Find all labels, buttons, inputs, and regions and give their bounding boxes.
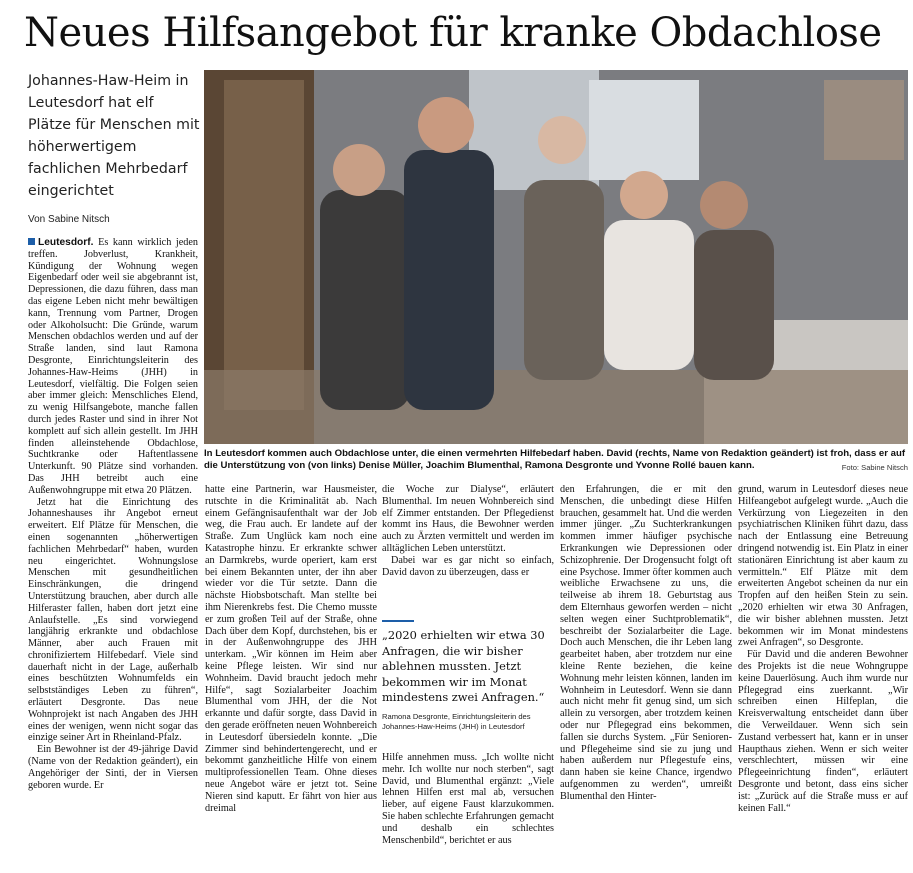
paragraph: Jetzt hat die Einrichtung des Johanneshauses ihr Angebot erneut erweitert. Elf Plätze für Menschen, die einen sogenannten „höherwertigen fachlichen Mehrbedarf“ haben, wurden neu eingerichtet. Wohnungslose Menschen mit gesundheitlichen Einschränkungen, die dringend Unterstützung brauchen, aber durch alle Hilferaster fallen, haben dort jetzt eine Anlaufstelle. „Es sind vorwiegend langjährig erkrankte und obdachlose Männer, aber auch Frauen mit chronifiziertem Hilfebedarf. Viele sind dauerhaft nicht in der Lage, außerhalb eines beschützten Wohnumfelds ein selbstständiges Leben zu führen“, erläutert Desgronte. Das neue Wohnprojekt ist nach Angaben des JHH eines der wenigen, wenn nicht sogar das einzige seiner Art in Rheinland-Pfalz. <box>28 496 198 744</box>
article-lead: Johannes-Haw-Heim in Leutesdorf hat elf Plätze für Menschen mit höherwertigem fachlichen Mehrbedarf eingerichtet <box>28 73 200 199</box>
article-photo <box>204 70 908 444</box>
text-column-1 <box>28 237 198 869</box>
quote-accent-bar <box>382 620 414 622</box>
caption-text: In Leutesdorf kommen auch Obdachlose unter, die einen vermehrten Hilfebedarf haben. David (rechts, Name von Redaktion geändert) ist froh, dass er auf die Unterstützung von (von links) Denise Müller, Joachim Blumenthal, Ramona Desgronte und Yvonne Rollé bauen kann. <box>204 448 906 471</box>
byline: Von Sabine Nitsch <box>28 214 110 225</box>
paragraph: den Erfahrungen, die er mit den Menschen, die unbedingt diese Hilfen brauchen, gesammelt hat. Und die werden immer jünger. „Zu Suchterkrankungen kommen immer häufiger psychische Erkrankungen wie Depressionen oder Schizophrenie. Der Drogensucht folgt oft eine Psychose. Immer öfter kommen auch weibliche Erwachsene zu uns, die teilweise ab ihrem 18. Geburtstag aus dem Elternhaus geworfen werden – nicht selten wegen einer Suchtproblematik“, beschreibt der Sozialarbeiter die Lage. Doch auch Menschen, die ihr Leben lang gearbeitet haben, aber trotzdem nur eine kleine Rente beziehen, die keine Wohnung mehr leisten können, landen im Wohnheim in Leutesdorf. Wenn sie dann auch nicht mehr fit genug sind, um sich allein zu versorgen, aber trotzdem keinen oder nur Pflegegrad eins bekommen, fallen sie durchs System. „Für Senioren- und Pflegeheime sind sie zu jung und haben außerdem nur Pflegestufe eins, dann haben sie keine Chance, irgendwo aufgenommen zu werden“, umreißt Blumenthal den Hinter- <box>560 484 732 802</box>
section-marker-icon <box>28 238 35 245</box>
paragraph: Hilfe annehmen muss. „Ich wollte nicht mehr. Ich wollte nur noch sterben“, sagt David, und Blumenthal ergänzt: „Viele lehnen Hilfen erst mal ab, versuchen lieber, auf eigene Faust klarzukommen. Sie haben schlechte Erfahrungen gemacht und deshalb ein schlechtes Menschenbild“, berichtet er aus <box>382 752 554 846</box>
paragraph: hatte eine Partnerin, war Hausmeister, rutschte in die Kriminalität ab. Nach einem Gefängnisaufenthalt war der Job weg, die Frau auch. Er landete auf der Straße. Zum Unglück kam noch eine Katastrophe hinzu. Er erkrankte schwer an Darmkrebs, wurde operiert, kam erst bei einem Bekannten unter, der ihn aber wieder vor die Tür setzte. Dann die nächste Hiobsbotschaft. Man stellte bei ihm Nierenkrebs fest. Die Chemo musste er zum großen Teil auf der Straße, ohne Dach über dem Kopf, durchstehen, bis er in der Außenwohngruppe des JHH unterkam. „Wir können im Heim aber keine Pflege leisten. Wir sind nur Wohnheim. David braucht jedoch mehr Hilfe“, sagt Sozialarbeiter Joachim Blumenthal vom JHH, der die Not erkannte und dafür sorgte, dass David in den gerade eröffneten neuen Wohnbereich in Leutesdorf übersiedeln konnte. „Die Zimmer sind behindertengerecht, und er bekommt ganzheitliche Hilfe von einem multiprofessionellen Team. Ohne dieses neue Angebot wäre er jetzt tot. Seine Nieren sind kaputt. Er fährt von hier aus dreimal <box>205 484 377 814</box>
paragraph: Dabei war es gar nicht so einfach, David davon zu überzeugen, dass er <box>382 554 554 578</box>
text-column-4 <box>560 484 732 869</box>
text-column-5 <box>738 484 908 869</box>
text-column-3 <box>382 484 554 604</box>
group-photo-illustration <box>204 70 908 444</box>
paragraph-text: Es kann wirklich jeden treffen. Jobverlust, Krankheit, Kündigung der Wohnung wegen Eigenbedarf oder weil sie abgebrannt ist, Depressionen, die dazu führen, dass man das eigene Leben nicht mehr bewältigen kann, Trennung vom Partner, Drogen oder Alkoholsucht: Die Gründe, warum Menschen obdachlos werden und auf der Straße landen, sind laut Ramona Desgronte, Einrichtungsleiterin des Johannes-Haw-Heims (JHH) in Leutesdorf, vielfältig. Die Folgen seien aber immer gleich: Menschliches Elend, zu wenig Hilfsangebote, manche fallen durch jedes Raster und sind in ihrer Not komplett auf sich allein gestellt. Im JHH finden alleinstehende Obdachlose, Suchtkranke oder Haftentlassene Unterkunft. 90 Plätze sind vorhanden. Das JHH betreibt auch eine Außenwohngruppe mit etwa 20 Plätzen. <box>28 237 198 496</box>
text-column-2 <box>205 484 377 869</box>
quote-attribution: Ramona Desgronte, Einrichtungsleiterin des Johannes-Haw-Heims (JHH) in Leutesdorf <box>382 712 531 731</box>
paragraph: Ein Bewohner ist der 49-jährige David (Name von der Redaktion geändert), ein Angehöriger der Sinti, der in Viersen geboren wurde. Er <box>28 744 198 791</box>
quote-text: „2020 erhielten wir etwa 30 Anfragen, die wir bisher ablehnen mussten. Jetzt bekommen wir im Monat mindestens zwei Anfragen.“ <box>382 628 545 705</box>
photo-caption <box>204 448 908 472</box>
article-headline: Neues Hilfsangebot für kranke Obdachlose <box>24 10 882 56</box>
text-column-3-continued <box>382 752 554 869</box>
paragraph: die Woche zur Dialyse“, erläutert Blumenthal. Im neuen Wohnbereich sind elf Zimmer entstanden. Der Pflegedienst kommt ins Haus, die Bewohner werden auch zu Ärzten vermittelt und werden im alltäglichen Leben unterstützt. <box>382 484 554 554</box>
dateline: Leutesdorf. <box>38 237 94 248</box>
paragraph <box>28 237 198 497</box>
paragraph: Für David und die anderen Bewohner des Projekts ist die neue Wohngruppe keine Dauerlösung. Auch ihm wurde nur Pflegegrad eins zuerkannt. „Wir schreiben einen Hilfeplan, die Kreisverwaltung entscheidet dann über die Verweildauer. Wenn sich sein Zustand verbessert hat, kann er in unser Haupthaus ziehen. Wenn er sich weiter verschlechtert, müssen wir eine Pflegeeinrichtung finden“, erläutert Desgronte und betont, dass eins sicher ist: „Zurück auf die Straße muss er auf keinen Fall.“ <box>738 649 908 814</box>
photo-credit: Foto: Sabine Nitsch <box>841 463 908 472</box>
paragraph: grund, warum in Leutesdorf dieses neue Hilfeangebot aufgelegt wurde. „Auch die Verkürzung von Liegezeiten in den psychiatrischen Kliniken führt dazu, dass nach der Entlassung eine Betreuung dringend notwendig ist. Ein Platz in einer stationären Einrichtung ist aber kaum zu vermitteln.“ Elf Plätze mit dem erweiterten Angebot scheinen da nur ein Tropfen auf den heißen Stein zu sein. „2020 erhielten wir etwa 30 Anfragen, die wir bisher ablehnen mussten. Jetzt bekommen wir im Monat mindestens zwei Anfragen“, so Desgronte. <box>738 484 908 649</box>
